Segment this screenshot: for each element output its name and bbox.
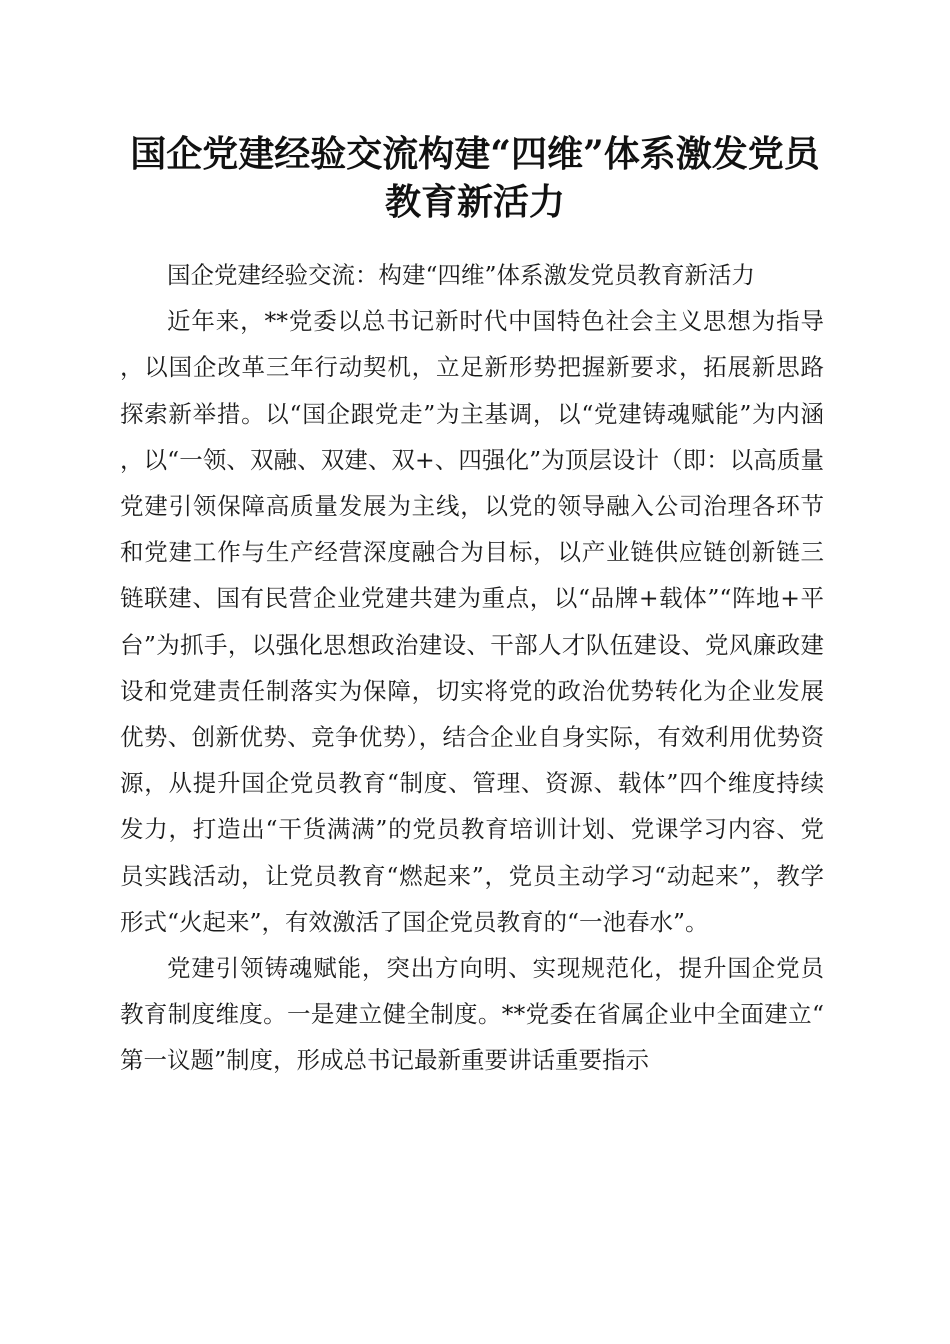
document-title [100,130,850,226]
paragraph-section-one: 党建引领铸魂赋能，突出方向明、实现规范化，提升国企党员教育制度维度。一是建立健全制度。**党委在省属企业中全面建立“第一议题”制度，形成总书记最新重要讲话重要指示 [120,954,824,1075]
paragraph-subtitle: 国企党建经验交流：构建“四维”体系激发党员教育新活力 [167,261,756,289]
document-body [120,252,824,1084]
title-line-1: 国企党建经验交流构建“四维”体系激发党员 [130,133,820,175]
paragraph-intro: 近年来，**党委以总书记新时代中国特色社会主义思想为指导，以国企改革三年行动契机，立足新形势把握新要求，拓展新思路探索新举措。以“国企跟党走”为主基调，以“党建铸魂赋能”为内涵，以“一领、双融、双建、双+、四强化”为顶层设计（即：以高质量党建引领保障高质量发展为主线，以党的领导融入公司治理各环节和党建工作与生产经营深度融合为目标，以产业链供应链创新链三链联建、国有民营企业党建共建为重点，以“品牌+载体”“阵地+平台”为抓手，以强化思想政治建设、干部人才队伍建设、党风廉政建设和党建责任制落实为保障，切实将党的政治优势转化为企业发展优势、创新优势、竞争优势），结合企业自身实际，有效利用优势资源，从提升国企党员教育“制度、管理、资源、载体”四个维度持续发力，打造出“干货满满”的党员教育培训计划、党课学习内容、党员实践活动，让党员教育“燃起来”，党员主动学习“动起来”，教学形式“火起来”，有效激活了国企党员教育的“一池春水”。 [120,307,824,936]
title-line-2: 教育新活力 [384,181,565,223]
